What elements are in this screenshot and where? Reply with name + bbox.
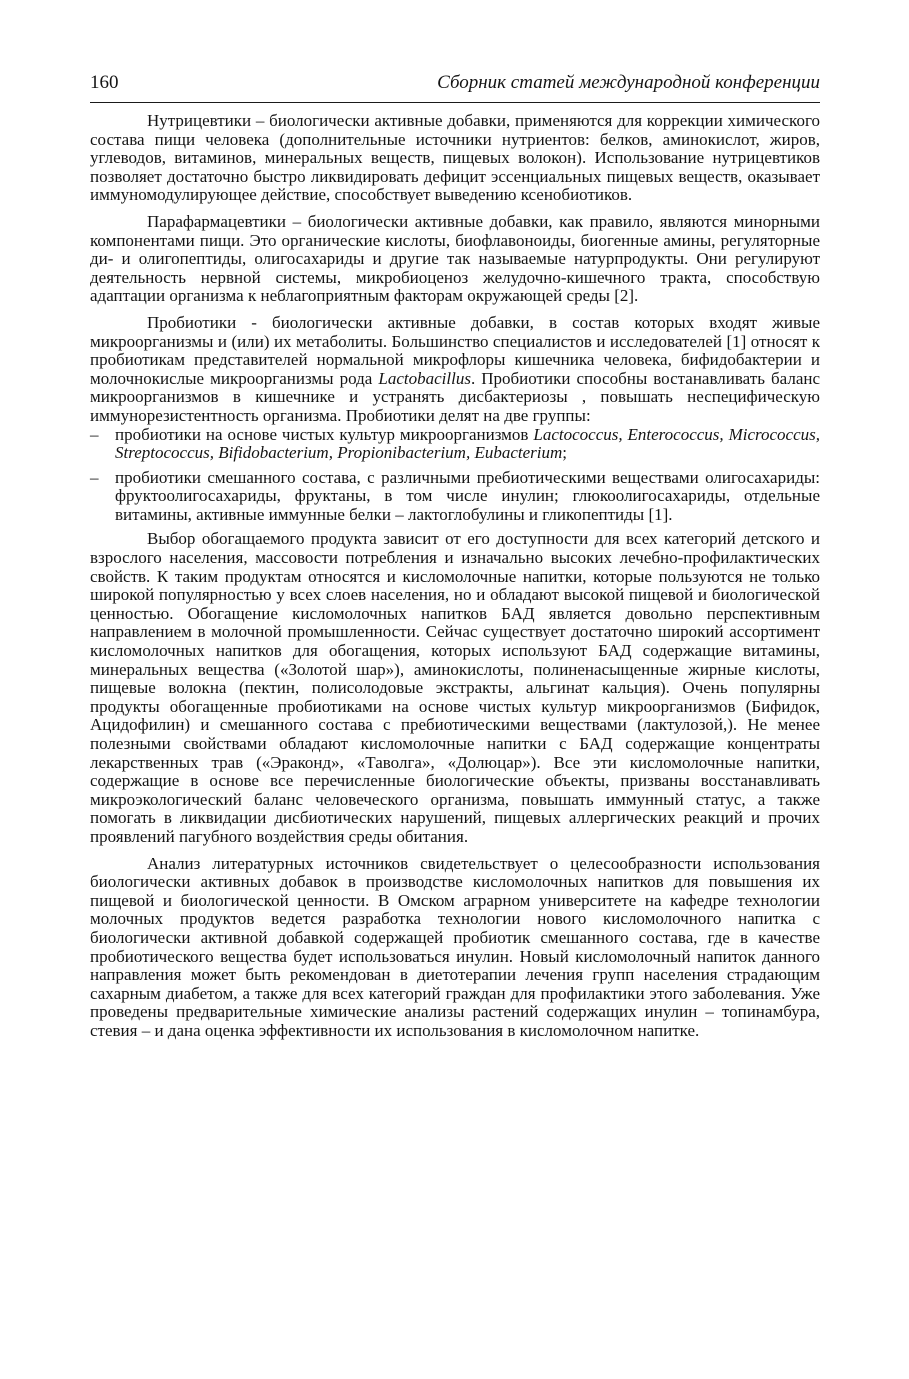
probiotic-groups-list [90,426,820,525]
page-number: 160 [90,72,119,93]
paragraph-parapharmaceuticals: Парафармацевтики – биологически активные добавки, как правило, являются минорными компонентами пищи. Это органические кислоты, биофлавоноиды, биогенные амины, регуляторные ди- и олигопептиды, олигосахариды и другие так называемые натурпродукты. Они регулируют деятельность нервной системы, микробиоценоз желудочно-кишечного тракта, способствую адаптации организма к неблагоприятным факторам окружающей среды [2]. [90,211,820,306]
paragraph-probiotics [90,314,820,426]
document-page [90,70,820,1041]
probiotics-intro-text: Пробиотики - биологически активные добавки, в состав которых входят живые микроорганизмы и (или) их метаболиты. Большинство специалистов и исследователей [1] относят к пробиотикам представителей нормальной микрофлоры кишечника человека, бифидобактерии и молочнокислые микроорганизмы рода [90,312,820,388]
article-body [90,112,820,1041]
group1-species: Lactococcus, Enterococcus, Micrococcus, Streptococcus, Bifidobacterium, Propionibacterium, Eubacterium [115,424,821,463]
list-dash: – [90,467,99,487]
probiotics-rest-text: . Пробиотики способны востанавливать баланс микроорганизмов в кишечнике и устранять дисбактериозы , повышать неспецифическую иммунорезистентность организма. Пробиотики делят на две группы: [90,368,821,425]
paragraph-nutraceuticals: Нутрицевтики – биологически активные добавки, применяются для коррекции химического состава пищи человека (дополнительные источники нутриентов: белков, аминокислот, жиров, углеводов, витаминов, минеральных веществ, пищевых волокон). Использование нутрицевтиков позволяет достаточно быстро ликвидировать дефицит эссенциальных пищевых веществ, оказывает иммуномодулирующее действие, способствует выведению ксенобиотиков. [90,111,820,205]
group1-text: пробиотики на основе чистых культур микроорганизмов [115,424,529,444]
group2-text: пробиотики смешанного состава, с различными пребиотическими веществами олигосахариды: фруктоолигосахариды, фруктаны, в том числе инулин; глюкоолигосахариды, отдельные витамины, активные иммунные белки – лактоглобулины и гликопептиды [1]. [115,467,820,524]
journal-title: Сборник статей международной конференции [437,72,820,93]
genus-name-lactobacillus: Lactobacillus [378,368,471,388]
paragraph-analysis: Анализ литературных источников свидетельствует о целесообразности использования биологически активных добавок в производстве кисломолочных напитков для повышения их пищевой и биологической ценности. В Омском аграрном университете на кафедре технологии молочных продуктов ведется разработка технологии нового кисломолочного напитка с биологически активной добавкой содержащей пробиотик смешанного состава, где в качестве пробиотического вещества будет использоваться инулин. Новый кисломолочный напиток данного направления может быть рекомендован в диетотерапии лечения групп населения страдающим сахарным диабетом, а также для всех категорий граждан для профилактики этого заболевания. Уже проведены предварительные химические анализы растений содержащих инулин – топинамбура, стевия – и дана оценка эффективности их использования в кисломолочном напитке. [90,853,820,1040]
list-dash: – [90,424,99,444]
running-header [90,70,820,103]
paragraph-product-choice: Выбор обогащаемого продукта зависит от его доступности для всех категорий детского и взрослого населения, массовости потребления и изначально высоких лечебно-профилактических свойств. К таким продуктам относятся и кисломолочные напитки, которые пользуются не только широкой популярностью у всех слоев населения, но и обладают высокой пищевой и биологической ценностью. Обогащение кисломолочных напитков БАД является довольно перспективным направлением в молочной промышленности. Сейчас существует достаточно широкий ассортимент кисломолочных напитков для обогащения, которых используют БАД содержащие витамины, минеральных вещества («Золотой шар»), аминокислоты, полиненасыщенные жирные кислоты, пищевые волокна (пектин, полисолодовые экстракты, альгинат кальция). Очень популярны продукты обогащенные пробиотиками на основе чистых культур микроорганизмов (Бифидок, Ацидофилин) и смешанного состава с пребиотическими веществами (лактулозой,). Не менее полезными свойствами обладают кисломолочные напитки с БАД содержащие концентраты лекарственных трав («Эраконд», «Таволга», «Долюцар»). Все эти кисломолочные напитки, содержащие в основе все перечисленные биологические объекты, призваны восстанавливать микроэкологический баланс человеческого организма, повышать иммунный статус, а также помогать в ликвидации дисбиотических нарушений, пищевых аллергических реакций и прочих проявлений пагубного воздействия среды обитания. [90,529,820,846]
list-item-mixed-composition [90,469,820,525]
list-item-pure-cultures [90,426,820,463]
group1-end: ; [562,443,568,463]
